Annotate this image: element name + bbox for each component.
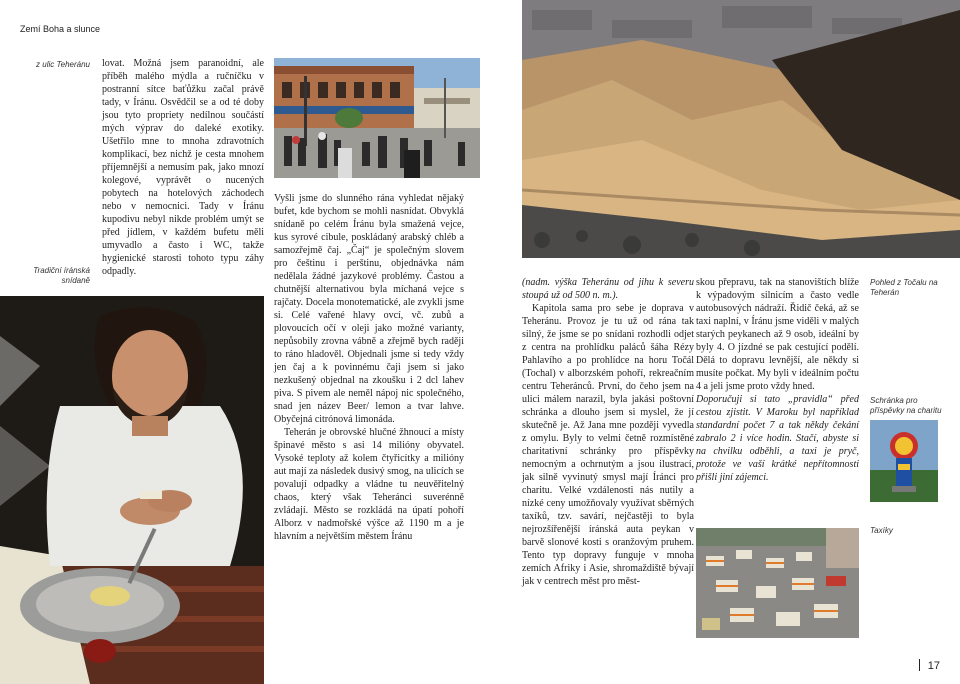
running-head: Zemí Boha a slunce [20,24,101,34]
left-column-1-text: lovat. Možná jsem paranoidní, ale příběh malého mýdla a ručníčku v postranní sítce baťůžku začal právě tady, v Íránu. Osvědčil se a od té doby jsou tyto propriety nedílnou součástí mých výprav do daleké exotiky. Ušetřilo mne to mnoha zdravotních komplikací, bez nichž je cesta mnohem příjemnější a nemusím pak, jako mnozí kolegové, vyprávět o nucených pobytech na hotelových záchodech nebo v nemocnici. Tady v Íránu kupodivu nebyl nikde problém umýt se před jídlem, v každém bufetu měli umyvadlo a často i WC, takže hygienické starosti tohoto typu záhy odpadly. [102,58,264,277]
caption-taxis: Taxíky [870,526,893,535]
taxis-illustration [696,528,859,638]
caption-breakfast: Tradiční íránská snídaně [33,266,90,285]
right-column-1 [522,276,694,588]
tehran-street-photo [274,58,480,178]
breakfast-illustration [0,296,264,684]
right-column-2 [696,276,859,484]
right-column-2-text: skou přepravu, tak na stanovištích blíže k výpadovým silnicím a často vedle autobusových nádraží. Řidič čeká, až se taxi naplní, v Íránu jsme viděli v malých starých peykanech až 9 osob, ideální by byly 4. O jízdné se pak cestující podělí. Dělá to dopravu levnější, ale někdy si musíte počkat. My byli v ideálním počtu 4 a jeli jsme proto vždy hned. [696,277,859,392]
tochal-view-illustration [522,0,960,258]
left-column-2-paragraph-2: Teherán je obrovské hlučné žhnoucí a místy špinavé město s asi 14 milióny obyvatel. Vysoké teploty až kolem čtyřicítky a milióny aut mají za následek dusivý smog, na ulicích se povalují odpadky a vládne tu neuvěřitelný chaos, který však Teheránci suverénně zvládají. Město se rozkládá na úpatí pohoří Alborz v nadmořské výšce až 1190 m a je hlavním a největším městem Íránu [274,427,464,542]
taxis-photo [696,528,859,638]
tehran-street-illustration [274,58,480,178]
charity-box-photo [870,420,938,502]
caption-tochal: Pohled z Točalu na Teherán [870,278,938,297]
taxi-tip: Doporučuji si tato „pravidla“ před cestou zjistit. V Maroku byl například standardní počet 7 a tak někdy čekání zabralo 2 i více hodin. Stačí, abyste si na chvilku odběhli, a taxi je pryč, protože ve vaší krátké nepřítomnosti přišli jiní zájemci. [696,394,859,483]
tochal-view-photo [522,0,960,258]
right-page [480,0,960,684]
right-column-1-text: Kapitola sama pro sebe je doprava v Teheránu. Provoz je tu už od rána tak silný, že jsme se po snídani rozhodli odjet z centra na prohlídku paláců šáha Rézy Pahlavího a po prohlídce na horu Točál (Tochal) v alborzském pohoří, rekreačním centru Teheránců. První, do čeho jsem na ulici málem narazil, byla jakási poštovní schránka a dlouho jsem si myslel, že jí skutečně je. Až Jana mne později vyvedla z omylu. Byly to velmi četně rozmístěné charitativní schránky pro příspěvky nemocným a ochrnutým a jsou ilustrací, jak silně vyvinutý smysl mají Íránci pro charitu. Velké vzdálenosti nás nutily a nízké ceny umožňovaly využívat sběrných taxíků, tzv. savárí, nejčastěji to byla nejrozšířenější íránská auta peykan v barvě slonové kosti s oranžovým pruhem. Tento typ dopravy funguje v mnoha zemích Afriky i Asie, shromaždiště bývají jak v centrech měst pro měst- [522,303,694,587]
breakfast-photo [0,296,264,684]
left-column-2-paragraph-1: Vyšli jsme do slunného rána vyhledat nějaký bufet, kde bychom se mohli nasnídat. Obvyklá snídaně po celém Íránu byla smažená vejce, kus syrové cibule, poskládaný arabský chléb a samozřejmě čaj. „Čaj“ je společným slovem pro češtinu i perštinu, objednávka nám nedělala žádné jazykové problémy. Častou a chutnější alternativou byla míchaná vejce s rajčaty. Docela monotematické, ale zvykli jsme si. Celé vařené hlavy ovcí, vč. zubů a plovoucích očí v oleji jako možné varianty, nepůsobily zrovna vábně a zřejmě bych raději to ráno hladověl. Objednali jsme si tedy vždy jen čaj a k povinnému čaji jsem si jako nezkušený objednal na zkoušku i 2 dcl lahev piva. S pivem ale neměl nápoj nic společného, snad jen název Beer/ lemon a tvar lahve. Obyčejná citrónová limonáda. [274,193,464,425]
elevation-note: (nadm. výška Teheránu od jihu k severu stoupá už od 500 n. m.). [522,277,694,301]
page-number: 17 [919,659,940,672]
charity-box-illustration [870,420,938,502]
left-column-1 [102,57,264,278]
left-column-2 [274,192,464,543]
caption-street: z ulic Teheránu [36,60,90,69]
caption-charity: Schránka pro příspěvky na charitu [870,396,942,415]
